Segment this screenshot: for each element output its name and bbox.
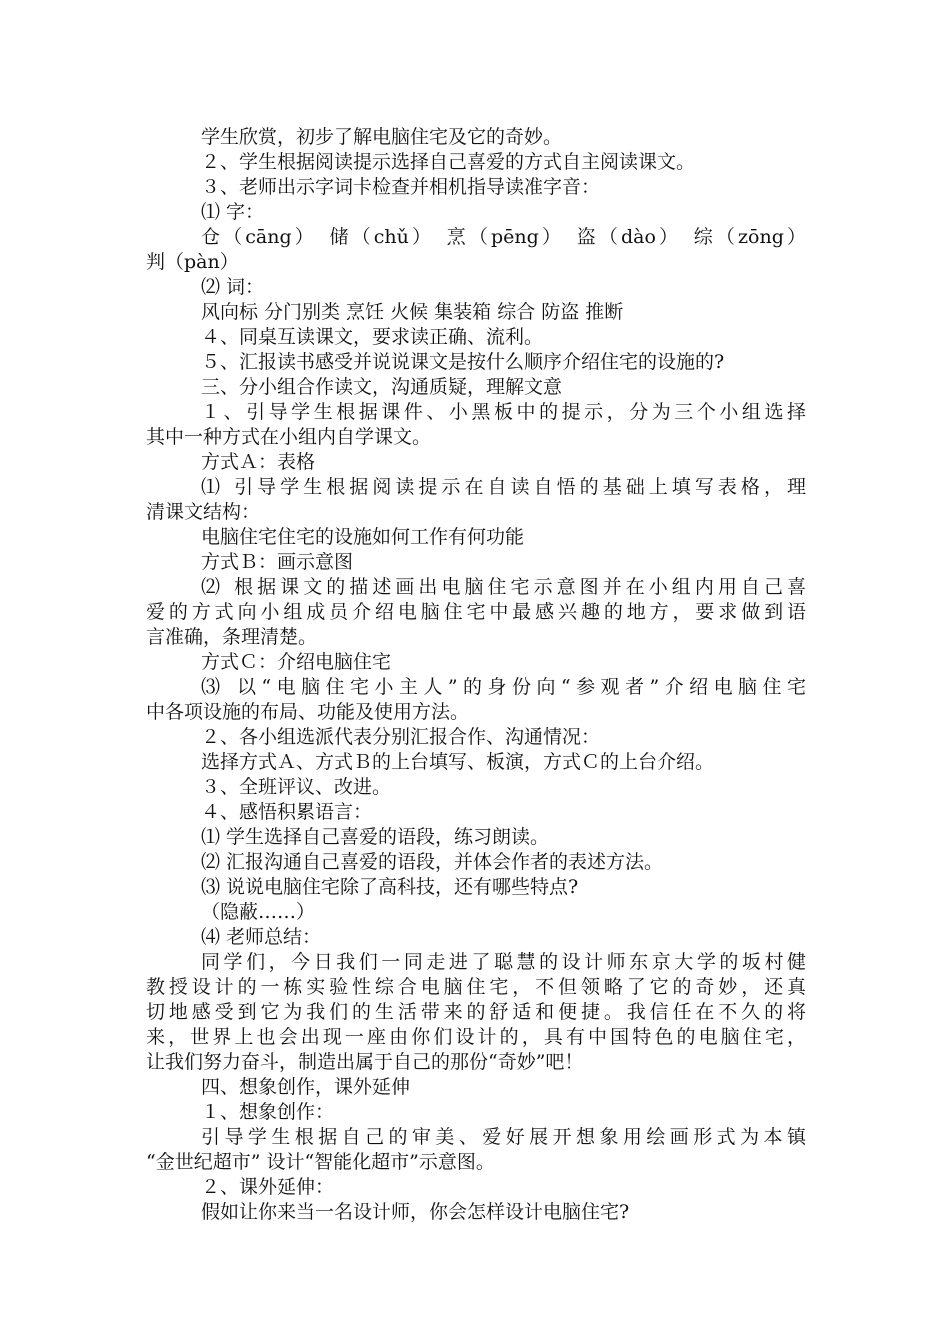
text-line: １、引导学生根据课件、小黑板中的提示，分为三个小组选择	[201, 401, 806, 423]
text-line: 学生欣赏，初步了解电脑住宅及它的奇妙。	[201, 126, 563, 148]
text-line: 切地感受到它为我们的生活带来的舒适和便捷。我信任在不久的将	[146, 1001, 806, 1023]
text-line: ⑵ 汇报沟通自己喜爱的语段，并体会作者的表述方法。	[201, 851, 664, 873]
text-line: 教授设计的一栋实验性综合电脑住宅，不但领略了它的奇妙，还真	[146, 976, 806, 998]
text-line: ３、全班评议、改进。	[201, 776, 392, 798]
text-line: ⑵ 词：	[201, 276, 265, 298]
text-line: ⑷ 老师总结：	[201, 926, 322, 948]
text-line: ⑴ 字：	[201, 201, 265, 223]
section-heading: 四、想象创作，课外延伸	[201, 1076, 411, 1098]
text-line: 让我们努力奋斗，制造出属于自己的那份“奇妙”吧！	[146, 1051, 584, 1073]
text-line: 方式Ｃ：介绍电脑住宅	[201, 651, 392, 673]
text-line: 清课文结构：	[146, 501, 261, 523]
text-line: ５、汇报读书感受并说说课文是按什么顺序介绍住宅的设施的?	[201, 351, 725, 373]
text-line: 仓（cāng） 储（chǔ） 烹（pēng） 盗（dào） 综（zōng）	[201, 226, 806, 248]
text-line: 电脑住宅住宅的设施如何工作有何功能	[201, 526, 525, 548]
text-line: ⑵ 根据课文的描述画出电脑住宅示意图并在小组内用自己喜	[201, 576, 806, 598]
text-line: 方式Ｂ：画示意图	[201, 551, 354, 573]
text-line: 风向标 分门别类 烹饪 火候 集装箱 综合 防盗 推断	[201, 301, 624, 323]
text-line: 选择方式Ａ、方式Ｂ的上台填写、板演，方式Ｃ的上台介绍。	[201, 751, 715, 773]
text-line: ３、老师出示字词卡检查并相机指导读准字音：	[201, 176, 601, 198]
text-line: 同学们，今日我们一同走进了聪慧的设计师东京大学的坂村健	[201, 951, 806, 973]
text-line: ４、感悟积累语言：	[201, 801, 373, 823]
text-line: １、想象创作：	[201, 1101, 335, 1123]
text-line: ２、各小组选派代表分别汇报合作、沟通情况：	[201, 726, 601, 748]
text-line: ４、同桌互读课文，要求读正确、流利。	[201, 326, 544, 348]
text-line: 言准确，条理清楚。	[146, 626, 318, 648]
text-line: 判（pàn）	[146, 251, 239, 273]
text-line: （隐蔽……）	[201, 901, 316, 923]
text-line: 其中一种方式在小组内自学课文。	[146, 426, 432, 448]
text-line: 来，世界上也会出现一座由你们设计的，具有中国特色的电脑住宅，	[146, 1026, 806, 1048]
text-line: “金世纪超市” 设计“智能化超市”示意图。	[146, 1151, 495, 1173]
text-line: 引导学生根据自己的审美、爱好展开想象用绘画形式为本镇	[201, 1126, 806, 1148]
text-line: ⑴ 引导学生根据阅读提示在自读自悟的基础上填写表格，理	[201, 476, 806, 498]
text-line: ２、课外延伸：	[201, 1176, 335, 1198]
text-line: ⑶ 说说电脑住宅除了高科技，还有哪些特点?	[201, 876, 579, 898]
text-line: 假如让你来当一名设计师，你会怎样设计电脑住宅?	[201, 1201, 630, 1223]
text-line: ⑶ 以“电脑住宅小主人”的身份向“参观者”介绍电脑住宅	[201, 676, 806, 698]
text-line: 方式Ａ：表格	[201, 451, 316, 473]
section-heading: 三、分小组合作读文，沟通质疑，理解文意	[201, 376, 563, 398]
text-line: ⑴ 学生选择自己喜爱的语段，练习朗读。	[201, 826, 550, 848]
text-line: 爱的方式向小组成员介绍电脑住宅中最感兴趣的地方，要求做到语	[146, 601, 806, 623]
text-line: 中各项设施的布局、功能及使用方法。	[146, 701, 470, 723]
text-line: ２、学生根据阅读提示选择自己喜爱的方式自主阅读课文。	[201, 151, 696, 173]
